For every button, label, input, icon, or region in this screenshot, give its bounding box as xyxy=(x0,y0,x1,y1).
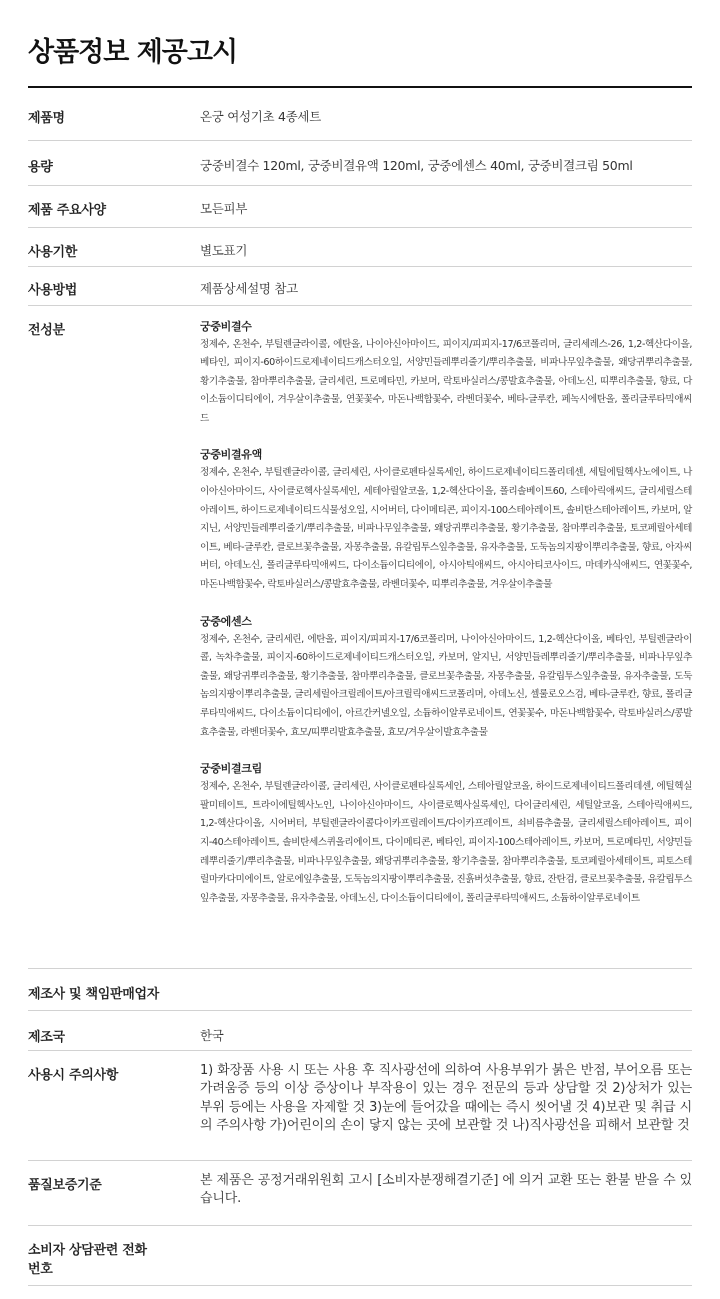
row-caution xyxy=(28,1050,692,1160)
row-product-name xyxy=(28,88,692,140)
row-value: 모든피부 xyxy=(200,185,692,227)
row-manufacturer xyxy=(28,968,692,1010)
row-quality xyxy=(28,1160,692,1225)
row-expiry xyxy=(28,227,692,266)
ingredient-text: 정제수, 온천수, 글리세린, 에탄올, 피이지/피피지-17/6코폴리머, 나이아신아마이드, 1,2-헥산다이올, 베타인, 부틸렌글라이콜, 녹차추출물, 피이지-60하이드로제네이티드캐스터오일, 카보머, 알지닌, 서양민들레뿌리줄기/뿌리추출물, 비파나무잎추출물, 왜당귀뿌리추출물, 황기추출물, 참마뿌리추출물, 클로브꽃추출물, 자몽추출물, 유칼립투스잎추출물, 유자추출물, 도둑놈의지팡이뿌리추출물, 글리세릴아크릴레이트/아크릴릭애씨드코폴리머, 아데노신, 셀룰로오스검, 베타-글루칸, 향료, 폴리글루타믹애씨드, 다이소듐이디티에이, 아르간커넬오일, 소듐하이알루로네이트, 연꽃꽃수, 마돈나백합꽃수, 락토바실러스/콩발효추출물, 라벤더꽃수, 효모/띠뿌리발효추출물, 효모/겨우살이발효추출물 xyxy=(200,633,692,738)
ingredient-block xyxy=(200,613,692,743)
row-value: 제품상세설명 참고 xyxy=(200,266,692,305)
row-value: 별도표기 xyxy=(200,227,692,266)
ingredient-block xyxy=(200,318,692,429)
row-label: 용량 xyxy=(28,140,200,185)
row-label: 사용방법 xyxy=(28,266,200,305)
row-country xyxy=(28,1010,692,1050)
ingredients-list xyxy=(200,305,692,968)
spec-table xyxy=(28,88,692,1286)
ingredient-text: 정제수, 온천수, 부틸렌글라이콜, 글리세린, 사이클로펜타실록세인, 하이드로제네이티드폴리데센, 세틸에틸헥사노에이트, 나이아신아마이드, 사이클로헥사실록세인, 세테아릴알코올, 1,2-헥산다이올, 폴리솔베이트60, 스테아릭애씨드, 글리세릴스테아레이트, 하이드로제네이티드식물성오일, 시어버터, 다이메티콘, 피이지-100스테아레이트, 솔비탄스테아레이트, 카보머, 알지닌, 서양민들레뿌리줄기/뿌리추출물, 비파나무잎추출물, 왜당귀뿌리추출물, 황기추출물, 참마뿌리추출물, 토코페릴아세테이트, 베타-글루칸, 클로브꽃추출물, 자몽추출물, 유칼립투스잎추출물, 유자추출물, 도둑놈의지팡이뿌리추출물, 향료, 아자씨버터, 아데노신, 폴리글루타믹애씨드, 다이소듐이디티에이, 아시아틱애씨드, 아시아티코사이드, 마데카식애씨드, 연꽃꽃수, 마돈나백합꽃수, 락토바실러스/콩발효추출물, 라벤더꽃수, 띠뿌리추출물, 겨우살이추출물 xyxy=(200,467,692,591)
row-label: 제조사 및 책임판매업자 xyxy=(28,968,692,1010)
row-contact xyxy=(28,1225,692,1285)
ingredient-text: 정제수, 온천수, 부틸렌글라이콜, 글리세린, 사이클로펜타실록세인, 스테아릴알코올, 하이드로제네이티드폴리데센, 에틸헥실팔미테이트, 트라이에틸헥사노인, 나이아신아마이드, 사이클로헥사실록세인, 다이글리세린, 세틸알코올, 스테아릭애씨드, 1,2-헥산다이올, 시어버터, 부틸렌글라이콜다이카프릴레이트/다이카프레이트, 쇠비름추출물, 글리세릴스테아레이트, 피이지-40스테아레이트, 솔비탄세스퀴올리에이트, 다이메티콘, 베타인, 피이지-100스테아레이트, 카보머, 트로메타민, 서양민들레뿌리줄기/뿌리추출물, 비파나무잎추출물, 왜당귀뿌리추출물, 황기추출물, 참마뿌리추출물, 토코페릴아세테이트, 피토스테릴마카다미에이트, 알로에잎추출물, 도둑놈의지팡이뿌리추출물, 진흙버섯추출물, 향료, 잔탄검, 클로브꽃추출물, 유칼립투스잎추출물, 자몽추출물, 유자추출물, 아데노신, 다이소듐이디티에이, 폴리글루타믹애씨드, 소듐하이알루로네이트 xyxy=(200,781,692,904)
row-value: 온궁 여성기초 4종세트 xyxy=(200,88,692,140)
ingredient-product-name: 궁중비결수 xyxy=(200,319,252,333)
row-value: 한국 xyxy=(200,1010,692,1050)
row-value xyxy=(200,1225,692,1285)
page-title: 상품정보 제공고시 xyxy=(28,37,238,68)
row-label: 제품명 xyxy=(28,88,200,140)
row-label: 소비자 상담관련 전화번호 xyxy=(28,1225,200,1285)
ingredient-product-name: 궁중비결유액 xyxy=(200,448,262,462)
row-label: 제조국 xyxy=(28,1010,200,1050)
row-label: 제품 주요사양 xyxy=(28,185,200,227)
ingredient-block xyxy=(200,760,692,908)
ingredient-block xyxy=(200,446,692,594)
row-label: 품질보증기준 xyxy=(28,1160,200,1225)
ingredient-product-name: 궁중비결크림 xyxy=(200,762,262,776)
ingredient-text: 정제수, 온천수, 부틸렌글라이콜, 에탄올, 나이아신아마이드, 피이지/피피지-17/6코폴리머, 글리세레스-26, 1,2-헥산다이올, 베타인, 피이지-60하이드로제네이티드캐스터오일, 서양민들레뿌리줄기/뿌리추출물, 비파나무잎추출물, 왜당귀뿌리추출물, 황기추출물, 참마뿌리추출물, 글리세린, 트로메타민, 카보머, 락토바실러스/콩발효추출물, 아데노신, 띠뿌리추출물, 향료, 다이소듐이디티에이, 겨우살이추출물, 연꽃꽃수, 마돈나백합꽃수, 라벤더꽃수, 베타-글루칸, 페녹시에탄올, 폴리글루타믹애씨드 xyxy=(200,338,692,424)
row-ingredients xyxy=(28,305,692,968)
quality-text: 본 제품은 공정거래위원회 고시 [소비자분쟁해결기준] 에 의거 교환 또는 환불 받을 수 있습니다. xyxy=(200,1172,692,1206)
row-main-spec xyxy=(28,185,692,227)
caution-text: 1) 화장품 사용 시 또는 사용 후 직사광선에 의하여 사용부위가 붉은 반점, 부어오름 또는 가려움증 등의 이상 증상이나 부작용이 있는 경우 전문의 등과 상담할 것 2)상처가 있는 부위 등에는 사용을 자제할 것 3)눈에 들어갔을 때에는 즉시 씻어낼 것 4)보관 및 취급 시의 주의사항 가)어린이의 손이 닿지 않는 곳에 보관할 것 나)직사광선을 피해서 보관할 것 xyxy=(200,1062,692,1133)
row-value: 궁중비결수 120ml, 궁중비결유액 120ml, 궁중에센스 40ml, 궁중비결크림 50ml xyxy=(200,140,692,185)
row-volume xyxy=(28,140,692,185)
row-label: 전성분 xyxy=(28,305,200,968)
row-usage xyxy=(28,266,692,305)
row-label: 사용기한 xyxy=(28,227,200,266)
ingredient-product-name: 궁중에센스 xyxy=(200,614,252,628)
row-label: 사용시 주의사항 xyxy=(28,1050,200,1160)
